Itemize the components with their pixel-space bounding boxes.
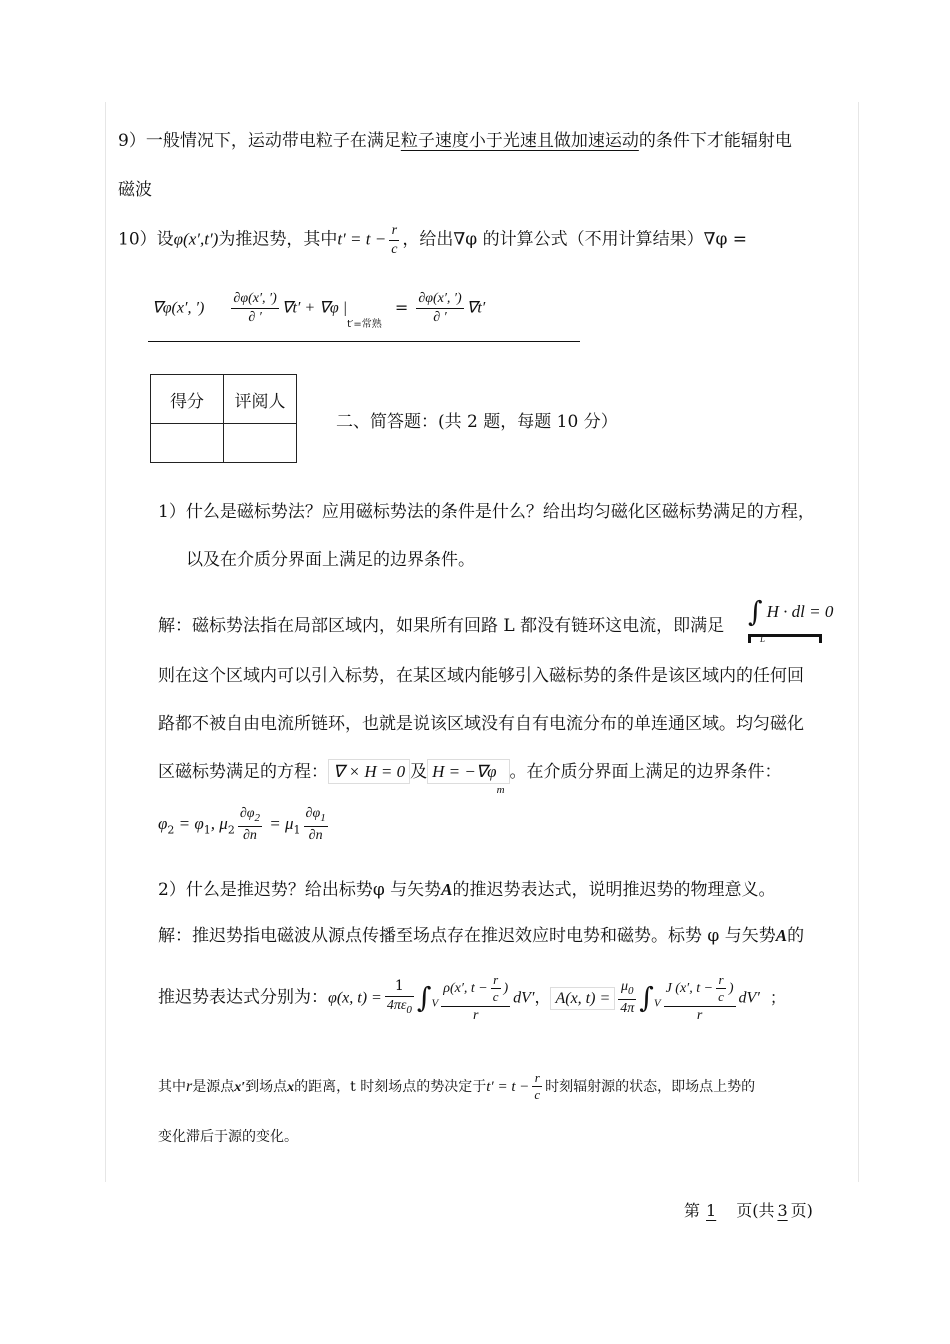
- sq2-J-r-over-c: [716, 972, 726, 1006]
- q10-answer-underline: [148, 341, 580, 342]
- sq2-comma: ，: [534, 987, 551, 1007]
- sq2-phi-coef-num: 1: [385, 978, 414, 997]
- sq2-J-close: ): [728, 980, 734, 996]
- score-cell-input[interactable]: [151, 424, 224, 463]
- sq1-integral: [748, 595, 834, 644]
- q10-ans-den1: ∂ ′: [248, 309, 262, 325]
- question-10: [118, 222, 747, 258]
- sq2-note-line1: [158, 1070, 755, 1104]
- sq2-phi-integral: ∫: [416, 981, 432, 1014]
- sq1-eq-grad-sub: m: [496, 784, 505, 797]
- sq2-note-frac-r: r: [532, 1070, 542, 1087]
- sq2-phi-coef-den-sub: 0: [406, 1003, 412, 1016]
- sq2-A-dv: dV′: [738, 989, 760, 1007]
- sq2-note1d: 的距离，t 时刻场点的势决定于: [294, 1078, 487, 1095]
- sq2-question: [158, 875, 775, 900]
- sq1-solution-line2: [158, 661, 804, 686]
- q10-ans-b: ∇t′ + ∇φ |: [281, 299, 348, 317]
- section-2-title: [336, 407, 618, 432]
- sq2-A-integral-sub: V: [653, 997, 661, 1010]
- q10-ans-c: ∇t′: [466, 299, 486, 317]
- question-9: [118, 126, 792, 151]
- sq1-line1: [158, 497, 815, 522]
- sq2-note1a: 其中: [158, 1078, 186, 1095]
- sq2-rho-den: r: [472, 1007, 479, 1023]
- q10-ans-a: ∇φ(x′, ′): [152, 299, 205, 317]
- q9-cont: 磁波: [118, 180, 152, 200]
- bc-phi1-sub: 1: [203, 823, 211, 837]
- q10-ans-eq: =: [394, 297, 409, 317]
- sq2-A: A: [441, 880, 453, 899]
- sq1-sol-line2: 则在这个区域内可以引入标势，在某区域内能够引入磁标势的条件是该区域内的任何回: [158, 666, 804, 686]
- sq1-solution-line4: [158, 757, 782, 797]
- sq1-solution-line1: [158, 611, 724, 636]
- bc-frac2-num: [238, 805, 262, 827]
- sq1-sol-line4b: 。在介质分界面上满足的边界条件：: [509, 762, 782, 782]
- q10-ans-num1: ∂φ(x′, ′): [231, 290, 278, 309]
- sq2-phi-dv: dV′: [513, 989, 535, 1007]
- sq1-solution-line3: [158, 709, 804, 734]
- bc-mu1-sub: 1: [293, 823, 301, 837]
- bc-frac1-num: [304, 805, 328, 827]
- sq1-line2-text: 以及在介质分界面上满足的边界条件。: [186, 550, 475, 570]
- q10-answer-formula: [152, 290, 486, 330]
- sq1-eq-grad-text: H = −∇φ: [432, 762, 497, 781]
- sq2-note-r: r: [186, 1077, 193, 1095]
- sq2-phi-coef-den: [385, 997, 414, 1018]
- question-9-cont: [118, 175, 152, 200]
- q9-answer: 粒子速度小于光速且做加速运动: [400, 131, 639, 151]
- sq1-sol-line3: 路都不被自由电流所链环，也就是说该区域没有自有电流分布的单连通区域。均匀磁化: [158, 714, 804, 734]
- sq2-note1c: 到场点: [245, 1078, 288, 1095]
- sq1-integral-sub: L: [760, 634, 766, 644]
- sq2-note-line2: [158, 1126, 298, 1146]
- q9-prefix: 9）一般情况下，运动带电粒子在满足: [118, 131, 401, 151]
- bc-frac2: [238, 805, 262, 844]
- sq2-mu: μ: [620, 979, 629, 995]
- q9-suffix: 的条件下才能辐射电: [638, 131, 792, 151]
- sq2-line1a: 2）什么是推迟势？给出标势φ 与矢势: [158, 880, 442, 900]
- bc-phi2-sub: 2: [167, 823, 175, 837]
- sq2-mu-sub: 0: [628, 985, 634, 998]
- sq2-retarded-potentials: [158, 972, 786, 1024]
- sq1-line2: [186, 545, 475, 570]
- footer-page-number: 1: [706, 1201, 717, 1220]
- sq2-rho-r-over-c: [491, 972, 501, 1006]
- sq2-note-xp: x′: [234, 1079, 246, 1095]
- section-2-title-text: 二、简答题：(共 2 题，每题 10 分）: [336, 412, 618, 432]
- q10-ans-den2: ∂ ′: [433, 309, 447, 325]
- bc-mu2: , μ: [210, 814, 228, 834]
- sq1-integral-box: [748, 634, 822, 643]
- q10-r-over-c: [389, 222, 399, 258]
- footer-total-pages: 3: [777, 1201, 788, 1220]
- sq2-A-coef-num: [618, 978, 636, 1000]
- sq2-phi-coef-den-text: 4πε: [386, 997, 407, 1013]
- score-table-header: [151, 375, 297, 424]
- q10-r: r: [389, 222, 399, 241]
- bc-frac1-den: ∂n: [308, 827, 323, 843]
- sq1-eq-curl: ∇ × H = 0: [328, 759, 410, 784]
- sq2-J-r: r: [716, 972, 726, 989]
- sq1-boundary-condition: [158, 805, 331, 844]
- sq2-A-coef: [618, 978, 636, 1017]
- sq1-sol-line4a: 区磁标势满足的方程：: [158, 762, 328, 782]
- sq2-sol-A: A: [775, 926, 788, 945]
- sq2-J-den: r: [696, 1007, 703, 1023]
- page-footer: [684, 1198, 813, 1221]
- score-table: [150, 374, 297, 463]
- sq2-rho-c: c: [492, 989, 499, 1005]
- q10-mid2: ，给出∇φ 的计算公式（不用计算结果）∇φ =: [402, 229, 748, 250]
- sq2-phi-integrand: [441, 972, 510, 1024]
- sq1-sol-line1: 解：磁标势法指在局部区域内，如果所有回路 L 都没有链环这电流，即满足: [158, 616, 725, 636]
- reviewer-cell-input[interactable]: [224, 424, 297, 463]
- sq2-rho-close: ): [503, 980, 509, 996]
- sq2-line1b: 的推迟势表达式，说明推迟势的物理意义。: [452, 880, 776, 900]
- sq2-note-x: x: [287, 1079, 295, 1095]
- sq2-note-t: t′ = t −: [486, 1078, 530, 1095]
- bc-frac1: [304, 805, 328, 844]
- sq2-semicolon: ；: [769, 987, 786, 1007]
- q10-prefix: 10）设: [118, 229, 174, 250]
- sq2-solution-line1: [158, 921, 804, 946]
- sq2-rho-num: ρ(x′, t −: [443, 980, 488, 996]
- sq2-phi-lhs: φ(x, t) =: [328, 989, 382, 1007]
- q10-retard: t′ = t −: [337, 229, 387, 249]
- integral-sign: ∫: [748, 595, 763, 628]
- q10-mid1: 为推迟势，其中: [218, 229, 338, 250]
- sq2-note2: 变化滞后于源的变化。: [158, 1129, 298, 1145]
- sq2-A-lhs: A(x, t) =: [550, 987, 615, 1010]
- bc-frac1-num-text: ∂φ: [305, 806, 321, 821]
- sq2-note1e: 时刻辐射源的状态，即场点上势的: [545, 1078, 756, 1095]
- sq2-sol1b: 的: [787, 926, 805, 946]
- q10-c: c: [391, 241, 398, 257]
- q10-phi-symbol: φ(x′,t′): [173, 229, 219, 249]
- q10-ans-sub: t′=常熟: [347, 318, 382, 330]
- bc-eq: = φ: [174, 814, 204, 834]
- footer-suffix: 页): [790, 1201, 813, 1220]
- sq2-J-c: c: [718, 989, 724, 1005]
- score-table-row: [151, 424, 297, 463]
- sq2-phi-integral-sub: V: [431, 997, 439, 1010]
- score-cell-label: 得分: [151, 375, 224, 424]
- sq2-phi-coef: [385, 978, 414, 1017]
- sq2-phi-integrand-num: [441, 972, 510, 1007]
- sq2-note1b: 是源点: [192, 1078, 235, 1095]
- sq2-rho-r: r: [491, 972, 501, 989]
- bc-mu2-sub: 2: [227, 823, 235, 837]
- reviewer-cell-label: 评阅人: [224, 375, 297, 424]
- bc-frac2-num-text: ∂φ: [239, 806, 255, 821]
- bc-frac2-num-sub: 2: [254, 811, 261, 824]
- bc-phi2: φ: [158, 814, 168, 834]
- sq2-A-coef-den: 4π: [620, 1001, 635, 1017]
- bc-frac1-num-sub: 1: [320, 811, 326, 824]
- footer-mid: 页(共: [736, 1201, 775, 1220]
- sq1-line1-text: 1）什么是磁标势法？应用磁标势法的条件是什么？给出均匀磁化区磁标势满足的方程，: [158, 502, 815, 522]
- q10-ans-frac2: [416, 290, 463, 326]
- sq2-A-integrand: [664, 972, 736, 1024]
- q10-ans-frac1: [231, 290, 278, 326]
- sq2-note-r-over-c: [532, 1070, 542, 1104]
- sq2-note-frac-c: c: [534, 1087, 541, 1103]
- sq1-and: 及: [410, 762, 428, 782]
- sq2-A-integral: ∫: [639, 981, 654, 1014]
- q10-ans-num2: ∂φ(x′, ′): [416, 290, 463, 309]
- sq2-sol1a: 解：推迟势指电磁波从源点传播至场点存在推迟效应时电势和磁势。标势 φ 与矢势: [158, 926, 776, 946]
- footer-prefix: 第: [684, 1201, 701, 1220]
- sq2-A-integrand-num: [664, 972, 736, 1007]
- bc-eq2: = μ: [265, 814, 294, 834]
- sq2-sol2a: 推迟势表达式分别为：: [158, 987, 328, 1008]
- sq1-eq-grad: [427, 759, 509, 797]
- sq1-integral-expr: H · dl = 0: [766, 601, 834, 621]
- bc-frac2-den: ∂n: [242, 827, 257, 843]
- sq2-J-num: J (x′, t −: [665, 980, 714, 996]
